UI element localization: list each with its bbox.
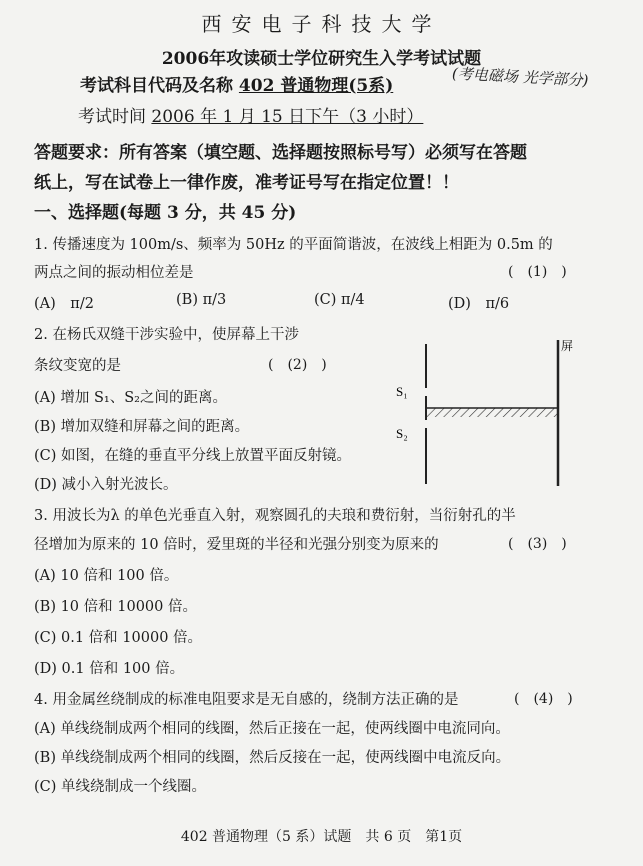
double-slit-figure [380,336,580,486]
q2-option-a: (A) 增加 S₁、S₂之间的距离。 [34,390,227,406]
q3-line-1: 3. 用波长为λ 的单色光垂直入射，观察圆孔的夫琅和费衍射，当衍射孔的半 [34,508,516,524]
instructions-line-2: 纸上，写在试卷上一律作废，准考证号写在指定位置！！ [34,173,459,193]
q1-option-c: (C) π/4 [314,292,365,308]
subject-name: 402 普通物理(5系) [238,76,394,96]
slit-s1-label: S₁ [396,384,408,399]
q1-answer-slot: ( (1) ) [508,264,567,280]
q1-line-2: 两点之间的振动相位差是 [34,265,194,281]
q1-option-b: (B) π/3 [176,292,227,308]
university-title: 西安电子科技大学 [201,12,442,36]
section-1-title: 一、选择题(每题 3 分，共 45 分) [34,203,297,223]
q2-option-b: (B) 增加双缝和屏幕之间的距离。 [34,419,250,435]
time-prefix: 考试时间 [78,107,146,127]
q4-answer-slot: ( (4) ) [514,691,573,707]
exam-subtitle: 2006年攻读硕士学位研究生入学考试试题 [161,49,482,69]
q2-line-2: 条纹变宽的是 [34,358,121,374]
page-footer: 402 普通物理（5 系）试题 共 6 页 第1页 [180,829,463,845]
q2-line-1: 2. 在杨氏双缝干涉实验中，使屏幕上干涉 [34,327,299,343]
q2-answer-slot: ( (2) ) [268,357,327,373]
q4-option-b: (B) 单线绕制成两个相同的线圈，然后反接在一起，使两线圈中电流反向。 [34,750,511,766]
slit-s2-label: S₂ [396,426,408,441]
handwritten-note: (考电磁场 光学部分) [451,64,589,90]
time-value: 2006 年 1 月 15 日下午（3 小时） [151,107,424,127]
q3-option-c: (C) 0.1 倍和 10000 倍。 [34,630,203,646]
q1-option-d: (D) π/6 [448,296,510,312]
q1-line-1: 1. 传播速度为 100m/s、频率为 50Hz 的平面简谐波，在波线上相距为 0.5m 的 [34,237,553,253]
q2-option-c: (C) 如图，在缝的垂直平分线上放置平面反射镜。 [34,448,352,464]
q3-option-b: (B) 10 倍和 10000 倍。 [34,599,197,615]
q3-option-d: (D) 0.1 倍和 100 倍。 [34,661,185,677]
instructions-line-1: 答题要求：所有答案（填空题、选择题按照标号写）必须写在答题 [34,143,527,163]
q3-option-a: (A) 10 倍和 100 倍。 [34,568,179,584]
subject-prefix: 考试科目代码及名称 [80,76,233,96]
q1-option-a: (A) π/2 [34,296,94,312]
q3-answer-slot: ( (3) ) [508,536,567,552]
q4-option-a: (A) 单线绕制成两个相同的线圈，然后正接在一起，使两线圈中电流同向。 [34,721,510,737]
q4-line-1: 4. 用金属丝绕制成的标准电阻要求是无自感的，绕制方法正确的是 [34,692,459,708]
subject-line [80,71,393,96]
q3-line-2: 径增加为原来的 10 倍时，爱里斑的半径和光强分别变为原来的 [34,537,439,553]
q2-option-d: (D) 减小入射光波长。 [34,477,178,493]
mirror-hatching [426,408,558,417]
q4-option-c: (C) 单线绕制成一个线圈。 [34,779,207,795]
exam-time-line [78,102,423,127]
screen-label: 屏 [561,339,574,353]
